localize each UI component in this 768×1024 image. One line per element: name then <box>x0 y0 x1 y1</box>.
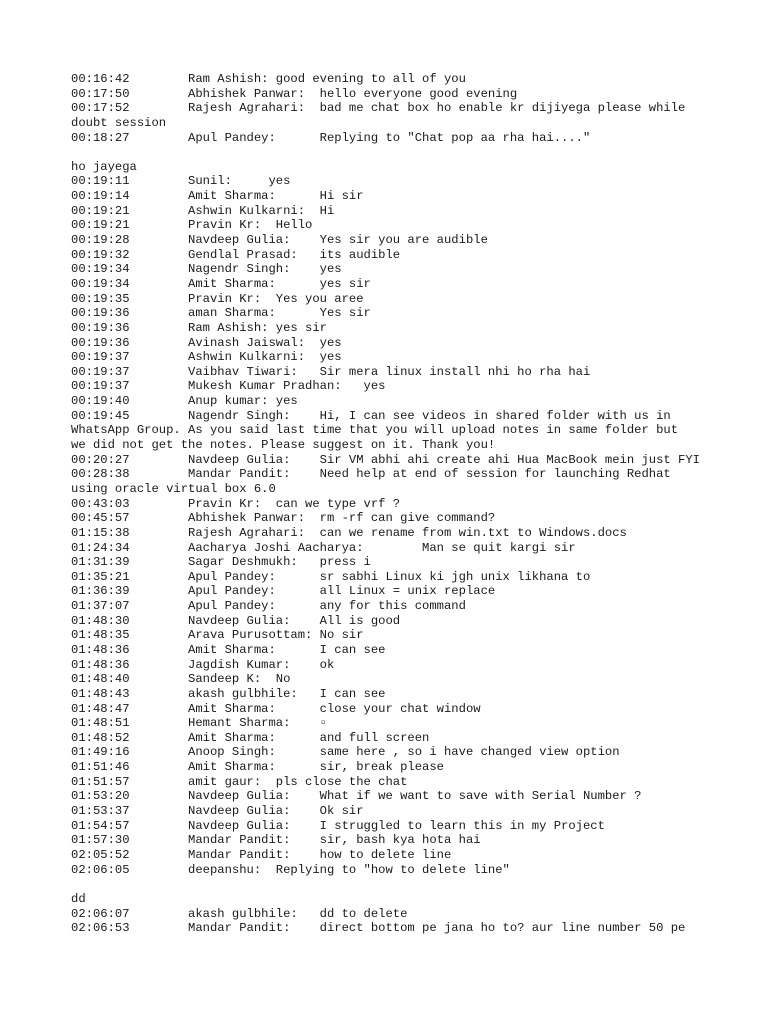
transcript-line: 01:48:52 Amit Sharma: and full screen <box>71 730 430 745</box>
transcript-line: 00:19:34 Amit Sharma: yes sir <box>71 276 371 291</box>
transcript-line: 02:06:07 akash gulbhile: dd to delete <box>71 906 408 921</box>
transcript-line: 02:05:52 Mandar Pandit: how to delete line <box>71 847 452 862</box>
transcript-line: 00:19:36 aman Sharma: Yes sir <box>71 306 371 321</box>
transcript-line: 00:28:38 Mandar Pandit: Need help at end of session for launching Redhat <box>71 467 671 482</box>
transcript-line: 01:48:36 Amit Sharma: I can see <box>71 642 386 657</box>
transcript-line: doubt session <box>71 115 167 130</box>
transcript-line: 00:17:52 Rajesh Agrahari: bad me chat box ho enable kr dijiyega please while <box>71 101 686 116</box>
transcript-line: 00:20:27 Navdeep Gulia: Sir VM abhi ahi create ahi Hua MacBook mein just FYI <box>71 452 700 467</box>
transcript-line: 01:48:30 Navdeep Gulia: All is good <box>71 613 401 628</box>
transcript-line: 01:51:46 Amit Sharma: sir, break please <box>71 760 444 775</box>
transcript-line: 00:19:11 Sunil: yes <box>71 174 291 189</box>
transcript-line: 00:45:57 Abhishek Panwar: rm -rf can give command? <box>71 511 496 526</box>
transcript-line: 01:37:07 Apul Pandey: any for this command <box>71 599 466 614</box>
transcript-line: ho jayega <box>71 159 137 174</box>
transcript-line: 02:06:05 deepanshu: Replying to "how to delete line" <box>71 862 510 877</box>
transcript-line: 00:19:37 Mukesh Kumar Pradhan: yes <box>71 379 386 394</box>
transcript-line: 01:54:57 Navdeep Gulia: I struggled to learn this in my Project <box>71 818 605 833</box>
transcript-line: 01:57:30 Mandar Pandit: sir, bash kya hota hai <box>71 833 481 848</box>
transcript-line: 00:19:36 Ram Ashish: yes sir <box>71 320 327 335</box>
transcript-line: 01:48:51 Hemant Sharma: ▫ <box>71 716 327 731</box>
transcript-line: 02:06:53 Mandar Pandit: direct bottom pe jana ho to? aur line number 50 pe <box>71 921 686 936</box>
transcript-line: 01:35:21 Apul Pandey: sr sabhi Linux ki jgh unix likhana to <box>71 569 591 584</box>
transcript-line: 01:48:40 Sandeep K: No <box>71 672 291 687</box>
transcript-line: 00:19:34 Nagendr Singh: yes <box>71 262 342 277</box>
transcript-line: 00:19:37 Vaibhav Tiwari: Sir mera linux install nhi ho rha hai <box>71 364 591 379</box>
transcript-line: 00:19:32 Gendlal Prasad: its audible <box>71 247 401 262</box>
transcript-line: 01:51:57 amit gaur: pls close the chat <box>71 774 408 789</box>
transcript-line: we did not get the notes. Please suggest on it. Thank you! <box>71 438 496 453</box>
chat-transcript <box>71 72 701 936</box>
transcript-line: 01:31:39 Sagar Deshmukh: press i <box>71 555 371 570</box>
transcript-line: 01:53:20 Navdeep Gulia: What if we want to save with Serial Number ? <box>71 789 642 804</box>
transcript-line: 00:19:35 Pravin Kr: Yes you aree <box>71 291 364 306</box>
transcript-line <box>71 145 701 160</box>
transcript-line: 01:15:38 Rajesh Agrahari: can we rename from win.txt to Windows.docs <box>71 525 627 540</box>
transcript-line: 01:36:39 Apul Pandey: all Linux = unix replace <box>71 584 496 599</box>
transcript-line: 00:19:45 Nagendr Singh: Hi, I can see videos in shared folder with us in <box>71 408 671 423</box>
transcript-line: 00:19:21 Pravin Kr: Hello <box>71 218 313 233</box>
transcript-line: 01:48:47 Amit Sharma: close your chat window <box>71 701 481 716</box>
transcript-line: 00:43:03 Pravin Kr: can we type vrf ? <box>71 496 401 511</box>
transcript-line: 00:19:36 Avinash Jaiswal: yes <box>71 335 342 350</box>
transcript-line: 00:18:27 Apul Pandey: Replying to "Chat pop aa rha hai...." <box>71 130 591 145</box>
transcript-line: dd <box>71 891 86 906</box>
transcript-line: 01:24:34 Aacharya Joshi Aacharya: Man se quit kargi sir <box>71 540 576 555</box>
transcript-line: 00:19:40 Anup kumar: yes <box>71 394 298 409</box>
transcript-line: using oracle virtual box 6.0 <box>71 481 276 496</box>
transcript-line: WhatsApp Group. As you said last time that you will upload notes in same folder but <box>71 423 679 438</box>
transcript-line: 01:49:16 Anoop Singh: same here , so i have changed view option <box>71 745 620 760</box>
transcript-line: 00:17:50 Abhishek Panwar: hello everyone good evening <box>71 86 518 101</box>
transcript-line <box>71 877 701 892</box>
transcript-line: 00:19:14 Amit Sharma: Hi sir <box>71 189 364 204</box>
transcript-line: 00:19:37 Ashwin Kulkarni: yes <box>71 350 342 365</box>
transcript-line: 01:48:43 akash gulbhile: I can see <box>71 686 386 701</box>
transcript-line: 01:53:37 Navdeep Gulia: Ok sir <box>71 804 364 819</box>
transcript-line: 01:48:35 Arava Purusottam: No sir <box>71 628 364 643</box>
transcript-line: 00:19:21 Ashwin Kulkarni: Hi <box>71 203 335 218</box>
transcript-line: 01:48:36 Jagdish Kumar: ok <box>71 657 335 672</box>
transcript-line: 00:19:28 Navdeep Gulia: Yes sir you are audible <box>71 233 488 248</box>
transcript-line: 00:16:42 Ram Ashish: good evening to all of you <box>71 72 466 86</box>
